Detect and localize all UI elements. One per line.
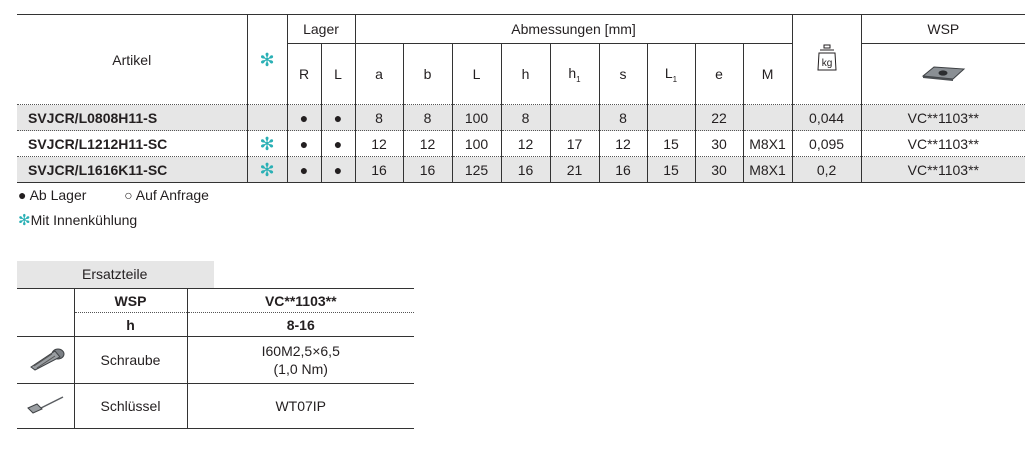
header-l-lager: L bbox=[321, 44, 355, 105]
coolant-icon: ✻ bbox=[259, 133, 275, 154]
tool-holder-table bbox=[17, 14, 1025, 183]
header-lager: Lager bbox=[287, 15, 355, 44]
et-schraube-label: Schraube bbox=[74, 337, 187, 384]
table-row bbox=[17, 384, 414, 429]
coolant-icon: ✻ bbox=[18, 212, 31, 229]
svg-text:kg: kg bbox=[821, 58, 832, 69]
header-s: s bbox=[599, 44, 647, 105]
coolant-icon: ✻ bbox=[259, 49, 275, 70]
legend-auf-anfrage: Auf Anfrage bbox=[135, 187, 209, 203]
legend-coolant bbox=[18, 212, 137, 228]
et-wsp-label: WSP bbox=[74, 289, 187, 313]
header-r: R bbox=[287, 44, 321, 105]
header-m: M bbox=[743, 44, 792, 105]
header-h: h bbox=[501, 44, 550, 105]
weight-kg-icon bbox=[816, 44, 838, 72]
coolant-icon: ✻ bbox=[259, 159, 275, 180]
open-dot-icon: ○ bbox=[124, 187, 133, 203]
spare-parts-table bbox=[17, 288, 414, 429]
legend-ab-lager: Ab Lager bbox=[29, 187, 87, 203]
screw-icon bbox=[25, 347, 65, 371]
header-e: e bbox=[695, 44, 743, 105]
header-artikel: Artikel bbox=[17, 15, 247, 105]
et-h-value: 8-16 bbox=[187, 313, 414, 337]
et-wsp-value: VC**1103** bbox=[187, 289, 414, 313]
header-length: L bbox=[452, 44, 501, 105]
ersatzteile-title: Ersatzteile bbox=[17, 261, 214, 288]
legend-innenkuehlung: Mit Innenkühlung bbox=[30, 212, 138, 228]
header-wsp: WSP bbox=[861, 15, 1025, 44]
insert-plate-icon bbox=[920, 64, 966, 82]
insert-icon bbox=[861, 44, 1025, 105]
filled-dot-icon: ● bbox=[18, 187, 27, 203]
et-schraube-value: I60M2,5×6,5 (1,0 Nm) bbox=[187, 337, 414, 384]
table-row: SVJCR/L0808H11-S ● ● 8 8 100 8 8 22 0,044 VC**1103** bbox=[17, 105, 1025, 131]
header-abmessungen: Abmessungen [mm] bbox=[355, 15, 792, 44]
table-row bbox=[17, 337, 414, 384]
et-schluessel-label: Schlüssel bbox=[74, 384, 187, 429]
weight-icon bbox=[792, 15, 861, 105]
table-row: SVJCR/L1212H11-SC ✻ ● ● 12 12 100 12 17 12 15 30 M8X1 0,095 VC**1103** bbox=[17, 131, 1025, 157]
header-h1: $h_1$ bbox=[550, 44, 599, 105]
header-b: b bbox=[403, 44, 452, 105]
key-icon bbox=[25, 394, 65, 416]
header-a: a bbox=[355, 44, 403, 105]
legend-availability bbox=[18, 187, 209, 203]
header-l1: $L_1$ bbox=[647, 44, 695, 105]
et-schluessel-value: WT07IP bbox=[187, 384, 414, 429]
et-h-label: h bbox=[74, 313, 187, 337]
table-row: SVJCR/L1616K11-SC ✻ ● ● 16 16 125 16 21 16 15 30 M8X1 0,2 VC**1103** bbox=[17, 157, 1025, 183]
